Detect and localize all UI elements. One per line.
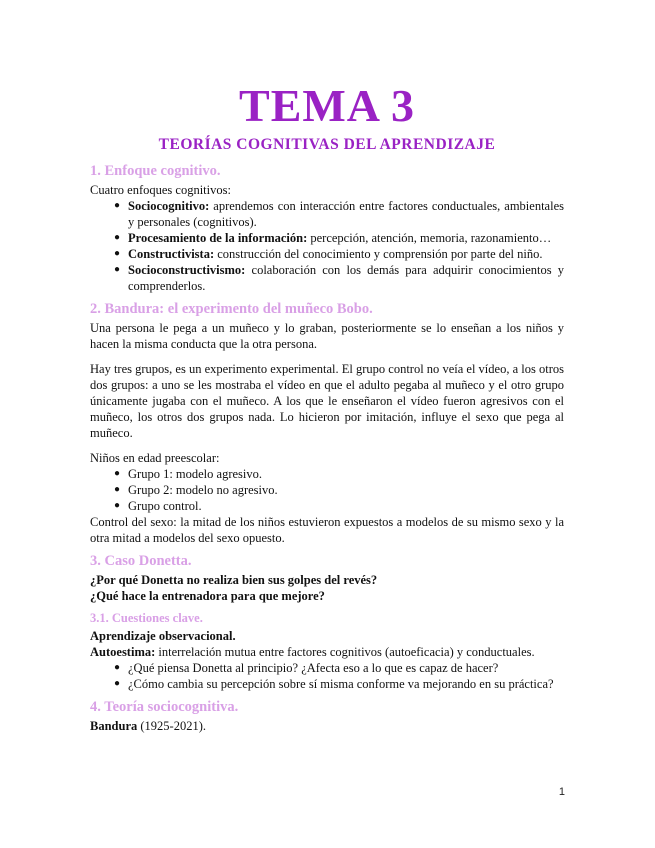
page-title: TEMA 3 [239, 80, 415, 131]
aprendizaje-text: Aprendizaje observacional. [90, 629, 236, 643]
bullet-icon: ● [114, 264, 121, 275]
page-content [90, 80, 564, 734]
autoestima-text: interrelación mutua entre factores cognitivos (autoeficacia) y conductuales. [155, 645, 535, 659]
section-2-paragraph-2: Hay tres grupos, es un experimento experimental. El grupo control no veía el vídeo, a los otros dos grupos: a uno se les mostraba el vídeo en que el adulto pegaba al muñeco y el otro grupo únicamente jugaba con el muñeco. A los que le enseñaron el vídeo fueron agresivos con el muñeco, los otros dos grupos nada. Lo hicieron por imitación, influye el sexo que pega al muñeco. [90, 362, 564, 440]
list-item-text: Grupo control. [128, 499, 202, 513]
list-item [114, 482, 564, 498]
aprendizaje-line [90, 628, 564, 644]
section-2-paragraph-1: Una persona le pega a un muñeco y lo graban, posteriormente se lo enseñan a los niños y hacen la misma conducta que la otra persona. [90, 321, 564, 351]
question-1-text: ¿Por qué Donetta no realiza bien sus golpes del revés? [90, 573, 378, 587]
bullet-icon: ● [114, 484, 121, 495]
section-2-paragraph-3: Niños en edad preescolar: [90, 451, 220, 465]
list-item-text: ¿Qué piensa Donetta al principio? ¿Afecta eso a lo que es capaz de hacer? [128, 661, 499, 675]
page-subtitle: TEORÍAS COGNITIVAS DEL APRENDIZAJE [158, 136, 496, 153]
autoestima-term: Autoestima: [90, 645, 156, 659]
list-item [114, 230, 564, 246]
list-item-text: colaboración con los demás para adquirir conocimientos y comprenderlos. [128, 263, 564, 293]
list-item-term: Constructivista: [128, 247, 215, 261]
list-item-term: Sociocognitivo: [128, 199, 210, 213]
cognitive-approaches-list [90, 198, 564, 294]
list-item [114, 246, 564, 262]
list-item-text: construcción del conocimiento y comprensión por parte del niño. [214, 247, 543, 261]
section-3-1-heading: 3.1. Cuestiones clave. [90, 611, 203, 625]
bullet-icon: ● [114, 468, 121, 479]
list-item-text: Grupo 1: modelo agresivo. [128, 467, 263, 481]
section-3-heading: 3. Caso Donetta. [90, 553, 192, 569]
bullet-icon: ● [114, 200, 121, 211]
groups-list [90, 466, 564, 514]
bullet-icon: ● [114, 662, 121, 673]
page-number: 1 [558, 786, 565, 798]
list-item-text: ¿Cómo cambia su percepción sobre sí misma conforme va mejorando en su práctica? [128, 677, 554, 691]
list-item-term: Socioconstructivismo: [128, 263, 246, 277]
bullet-icon: ● [114, 232, 121, 243]
list-item-text: aprendemos con interacción entre factores conductuales, ambientales y personales (cognitivos). [128, 199, 564, 229]
bandura-line [90, 718, 564, 734]
question-2-text: ¿Qué hace la entrenadora para que mejore? [90, 589, 325, 603]
list-item [114, 498, 564, 514]
list-item-text: percepción, atención, memoria, razonamiento… [307, 231, 552, 245]
list-item-term: Procesamiento de la información: [128, 231, 308, 245]
list-item [114, 660, 564, 676]
bullet-icon: ● [114, 678, 121, 689]
list-item [114, 466, 564, 482]
bandura-text: (1925-2021). [137, 719, 206, 733]
section-4-heading: 4. Teoría sociocognitiva. [90, 699, 239, 715]
list-item-text: Grupo 2: modelo no agresivo. [128, 483, 278, 497]
key-questions-list [90, 660, 564, 692]
bandura-term: Bandura [90, 719, 138, 733]
section-1-heading: 1. Enfoque cognitivo. [90, 163, 221, 179]
list-item [114, 676, 564, 692]
section-1-intro: Cuatro enfoques cognitivos: [90, 183, 231, 197]
question-2 [90, 588, 564, 604]
list-item [114, 198, 564, 230]
autoestima-line [90, 644, 564, 660]
section-2-heading: 2. Bandura: el experimento del muñeco Bobo. [90, 301, 373, 317]
list-item [114, 262, 564, 294]
bullet-icon: ● [114, 500, 121, 511]
question-1 [90, 572, 564, 588]
section-2-paragraph-4: Control del sexo: la mitad de los niños estuvieron expuestos a modelos de su mismo sexo y la otra mitad a modelos del sexo opuesto. [90, 515, 564, 545]
bullet-icon: ● [114, 248, 121, 259]
